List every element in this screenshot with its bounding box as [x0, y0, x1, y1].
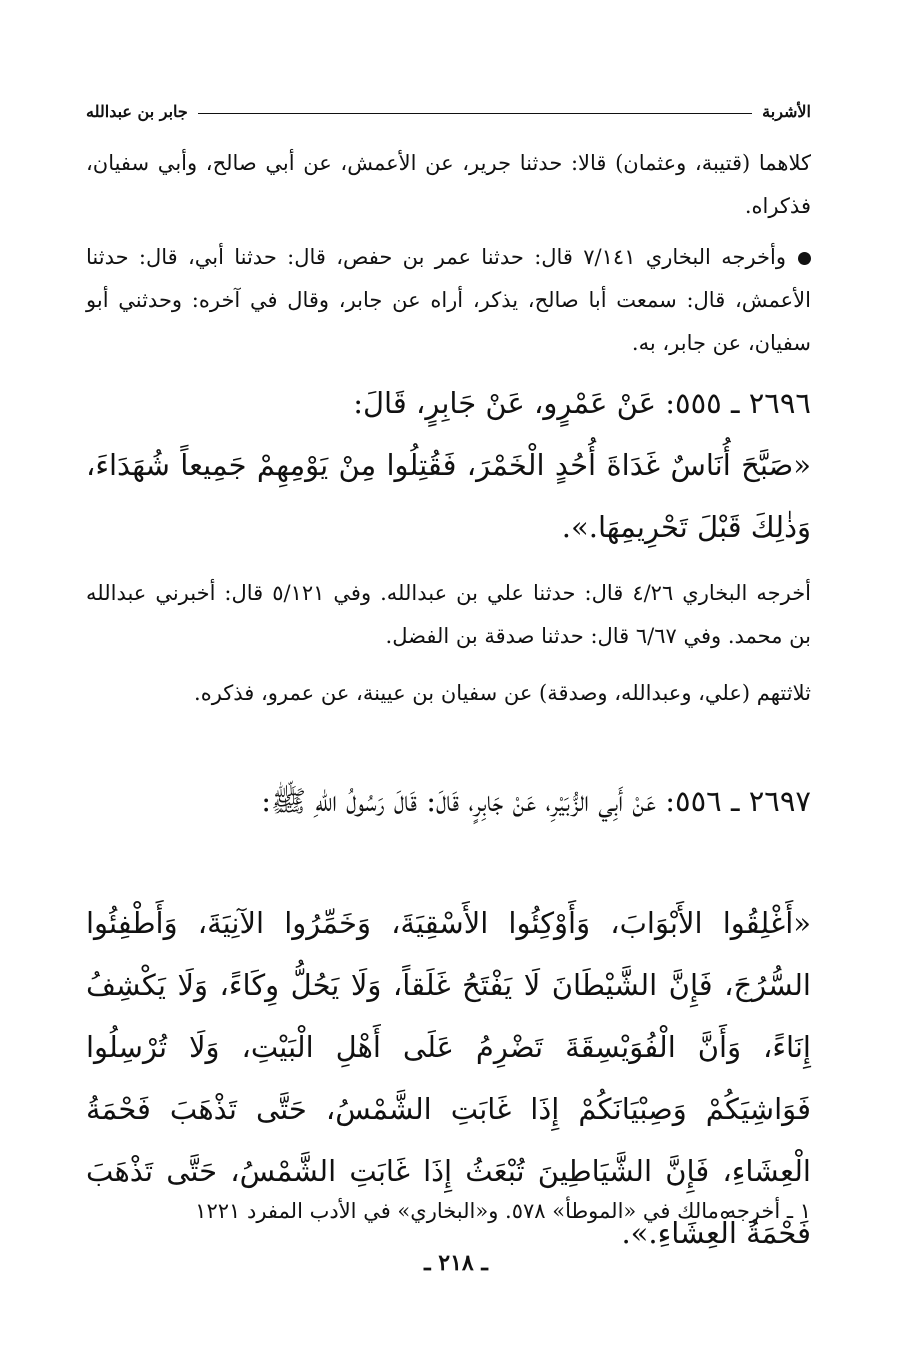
- section-title: جابر بن عبدالله: [86, 101, 188, 121]
- footnote-1: ١ ـ أخرجه مالك في «الموطأ» ٥٧٨. و«البخاري» في الأدب المفرد ١٢٢١: [195, 1199, 811, 1223]
- chapter-title: الأشربة: [762, 101, 811, 121]
- hadith-text-2697: «أَغْلِقُوا الأَبْوَابَ، وَأَوْكِئُوا الأَسْقِيَةَ، وَخَمِّرُوا الآنِيَةَ، وَأَطْفِئُوا السُّرُجَ، فَإِنَّ الشَّيْطَانَ لَا يَفْتَحُ غَلَقاً، وَلَا يَحُلُّ وِكَاءً، وَلَا يَكْشِفُ إِنَاءً، وَأَنَّ الْفُوَيْسِقَةَ تَضْرِمُ عَلَى أَهْلِ الْبَيْتِ، وَلَا تُرْسِلُوا فَوَاشِيَكُمْ وَصِبْيَانَكُمْ إِذَا غَابَتِ الشَّمْسُ، حَتَّى تَذْهَبَ فَحْمَةُ الْعِشَاءِ، فَإِنَّ الشَّيَاطِينَ تُبْعَثُ إِذَا غَابَتِ الشَّمْسُ، حَتَّى تَذْهَبَ فَحْمَةُ الْعِشَاءِ.».: [86, 906, 811, 1250]
- paragraph-2: [86, 236, 811, 365]
- paragraph-4: ثلاثتهم (علي، وعبدالله، وصدقة) عن سفيان بن عيينة، عن عمرو، فذكره.: [194, 681, 811, 705]
- running-header: [86, 96, 811, 126]
- paragraph-2-text: وأخرجه البخاري ٧/١٤١ قال: حدثنا عمر بن حفص، قال: حدثنا أبي، قال: حدثنا الأعمش، قال: سمعت أبا صالح، يذكر، أراه عن جابر، وقال في آخره: وحدثني أبو سفيان، عن جابر، به.: [86, 245, 811, 355]
- page-number: ـ ٢١٨ ـ: [424, 1250, 488, 1276]
- hadith-text-2696: «صَبَّحَ أُنَاسٌ غَدَاةَ أُحُدٍ الْخَمْرَ، فَقُتِلُوا مِنْ يَوْمِهِمْ جَمِيعاً شُهَدَاءَ، وَذٰلِكَ قَبْلَ تَحْرِيمِهَا.».: [86, 448, 811, 544]
- hadith-heading-2696: ٢٦٩٦ ـ ٥٥٥: عَنْ عَمْرٍو، عَنْ جَابِرٍ، قَالَ:: [353, 386, 811, 420]
- bullet-dot-icon: [798, 252, 811, 265]
- paragraph-1: كلاهما (قتيبة، وعثمان) قالا: حدثنا جرير، عن الأعمش، عن أبي صالح، وأبي سفيان، فذكراه.: [86, 151, 811, 218]
- paragraph-3: أخرجه البخاري ٤/٢٦ قال: حدثنا علي بن عبدالله. وفي ٥/١٢١ قال: أخبرني عبدالله بن محمد. وفي ٦/٦٧ قال: حدثنا صدقة بن الفضل.: [86, 581, 812, 648]
- hadith-heading-2697: ٢٦٩٧ ـ ٥٥٦: عَنْ أَبِي الزُّبَيْرِ، عَنْ جَابِرٍ، قَالَ: قَالَ رَسُولُ اللّٰهِ ﷺ:: [261, 784, 811, 818]
- header-rule: [198, 113, 752, 114]
